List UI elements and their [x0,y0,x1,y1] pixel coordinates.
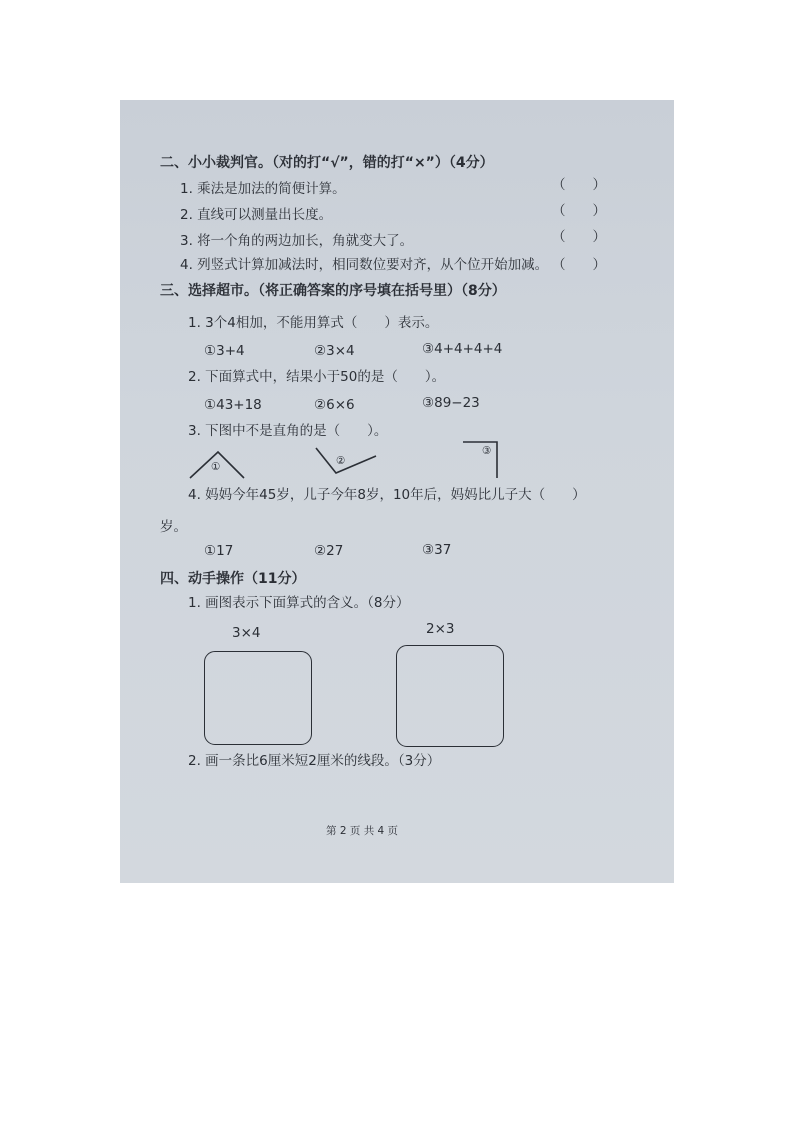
angle-3-shape [463,442,497,478]
s3-q4-text-cont: 岁。 [160,519,187,535]
s3-q2-option-2: ②6×6 [314,397,355,413]
s2-answer-bracket-1[interactable]: （ ） [552,177,606,193]
s2-answer-bracket-2[interactable]: （ ） [552,203,606,219]
s4-q2-text: 2. 画一条比6厘米短2厘米的线段。（3分） [188,753,441,769]
section-2-title: 二、小小裁判官。（对的打“√”，错的打“×”）（4分） [160,155,494,171]
s3-q2-text: 2. 下面算式中，结果小于50的是（ ）。 [188,369,446,385]
s2-item-2: 2. 直线可以测量出长度。 [180,207,333,223]
section-4-title: 四、动手操作（11分） [160,571,306,587]
s3-q4-text: 4. 妈妈今年45岁，儿子今年8岁，10年后，妈妈比儿子大（ ） [188,487,586,503]
s4-expr-left: 3×4 [232,625,261,641]
angle-1-label: ① [211,461,221,473]
angle-2-label: ② [336,455,346,467]
exam-page-photo [120,100,674,883]
s3-q4-option-3: ③37 [422,542,452,558]
angle-2-shape [316,448,376,473]
s3-q1-text: 1. 3个4相加，不能用算式（ ）表示。 [188,315,439,331]
s4-expr-right: 2×3 [426,621,455,637]
page-footer: 第 2 页 共 4 页 [326,825,399,837]
s3-q4-option-2: ②27 [314,543,344,559]
s3-q1-option-2: ②3×4 [314,343,355,359]
s2-answer-bracket-3[interactable]: （ ） [552,229,606,245]
s3-q1-option-3: ③4+4+4+4 [422,341,503,357]
s2-item-1: 1. 乘法是加法的简便计算。 [180,181,346,197]
drawing-box-right[interactable] [396,645,504,747]
s3-q2-option-1: ①43+18 [204,397,262,413]
s2-answer-bracket-4[interactable]: （ ） [552,257,606,273]
s3-q4-option-1: ①17 [204,543,234,559]
s3-q3-text: 3. 下图中不是直角的是（ ）。 [188,423,388,439]
angle-3-label: ③ [482,445,492,457]
angle-figures [120,436,674,516]
section-3-title: 三、选择超市。（将正确答案的序号填在括号里）（8分） [160,283,506,299]
s4-q1-text: 1. 画图表示下面算式的含义。（8分） [188,595,410,611]
s3-q1-option-1: ①3+4 [204,343,245,359]
s3-q2-option-3: ③89−23 [422,395,480,411]
drawing-box-left[interactable] [204,651,312,745]
s2-item-4: 4. 列竖式计算加减法时，相同数位要对齐，从个位开始加减。 [180,257,549,273]
s2-item-3: 3. 将一个角的两边加长，角就变大了。 [180,233,414,249]
